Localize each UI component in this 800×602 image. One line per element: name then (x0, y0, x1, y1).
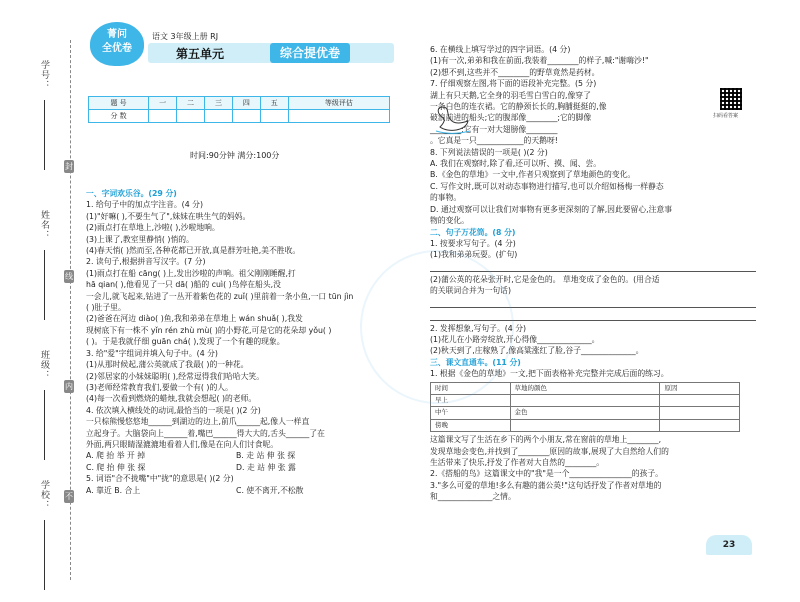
score-header-cell: 三 (205, 97, 233, 110)
binding-seal-mark: 不 (65, 492, 73, 501)
question-line: 1. 按要求写句子。(4 分) (430, 238, 516, 248)
table-cell: 傍晚 (431, 419, 511, 431)
question-line: 的关联词合并为一句话) (430, 286, 512, 296)
question-line: 1. 根据《金色的草地》一文,把下面表格补充完整并完成后面的练习。 (430, 369, 669, 379)
question-line: 生活带来了快乐,抒发了作者对大自然的________。 (430, 458, 605, 467)
question-line: 1. 给句子中的加点字注音。(4 分) (86, 200, 204, 210)
option-row (86, 485, 404, 496)
question-line: 破浪前进的船头;它的腹部像________;它的脚像 (430, 113, 592, 123)
score-header-cell: 题 号 (89, 97, 149, 110)
option-text: C. 爬 抬 伸 张 探 (86, 462, 146, 472)
score-header-cell: 四 (232, 97, 260, 110)
question-line: D. 通过观察可以让我们对事物有更多更深刻的了解,因此要留心,注意事 (430, 204, 673, 214)
question-line: 2. 发挥想象,写句子。(4 分) (430, 323, 527, 333)
binding-write-line[interactable] (44, 390, 46, 460)
score-cell[interactable] (177, 110, 205, 123)
section-heading: 一、字词欢乐谷。(29 分) (86, 189, 177, 198)
score-header-cell: 二 (177, 97, 205, 110)
question-line: 2. 读句子,根据拼音写汉字。(7 分) (86, 257, 206, 267)
table-cell[interactable] (510, 394, 660, 406)
table-row (431, 419, 740, 431)
section-heading: 二、句子万花筒。(8 分) (430, 227, 516, 237)
binding-seal-mark: 内 (65, 382, 73, 391)
option-row (86, 462, 404, 473)
question-line: B.《金色的草地》一文中,作者只观察到了草地颜色的变化。 (430, 170, 636, 180)
question-line: (2)蒲公英的花朵张开时,它是金色的。 草地变成了金色的。(用合适 (430, 274, 660, 284)
swan-illustration (432, 103, 472, 135)
binding-seal-mark: 线 (65, 272, 73, 281)
question-line: (1)雨点打在船 cāng( )上,发出沙啦的声响。祖父刚刚睡醒,打 (86, 268, 296, 278)
question-line: (1)我和弟弟玩耍。(扩句) (430, 250, 518, 260)
binding-write-line[interactable] (44, 100, 46, 170)
title-bar (148, 43, 394, 63)
question-line: 物的变化。 (430, 216, 469, 226)
left-column (86, 188, 404, 496)
score-cell[interactable] (149, 110, 177, 123)
option-text: B. 走 站 伸 张 探 (236, 451, 296, 461)
question-line: (4)春天悄( )然而至,各种花都已开放,真是群芳吐艳,美不胜收。 (86, 246, 301, 256)
question-line: 立起身子。大脑袋向上______着,嘴巴______得大大的,舌头______了在 (86, 428, 325, 438)
subject-label: 语文 3年级上册 RJ (152, 32, 219, 41)
table-cell[interactable] (660, 394, 740, 406)
table-header-cell: 时间 (431, 382, 511, 394)
question-line: 和______________之情。 (430, 492, 516, 502)
binding-seal-mark: 封 (65, 162, 73, 171)
question-line: 6. 在横线上填写学过的四字词语。(4 分) (430, 45, 571, 54)
binding-margin (8, 40, 73, 585)
question-line: (3)老师经常教育我们,要做一个有( )的人。 (86, 382, 233, 392)
qr-code (720, 88, 742, 110)
question-line: (4)每一次看到燃烧的蜡烛,我就会想起( )的老师。 (86, 394, 257, 404)
score-cell[interactable] (260, 110, 288, 123)
score-row (89, 110, 390, 123)
score-row (89, 97, 390, 110)
score-cell[interactable]: 分 数 (89, 110, 149, 123)
score-cell[interactable] (288, 110, 389, 123)
question-line: 一只棕熊慢悠悠地______到湖边的边上,前爪______起,像人一样直 (86, 417, 310, 427)
table-cell[interactable] (510, 419, 660, 431)
table-row (431, 407, 740, 419)
question-line: (1)花儿在小路旁绽放,开心得像______________。 (430, 334, 600, 344)
question-line: 4. 依次填入横线处的动词,最恰当的一项是( )(2 分) (86, 405, 261, 415)
score-header-cell: 五 (260, 97, 288, 110)
table-cell: 早上 (431, 394, 511, 406)
question-line: (1)从那时候起,蒲公英就成了我最( )的一种花。 (86, 360, 249, 370)
time-score-line: 时间:90分钟 满分:100分 (190, 151, 280, 160)
question-line: (3)上课了,教室里静悄( )悄的。 (86, 234, 194, 244)
question-line: 外面,两只眼睛湿漉漉地看着人们,像是在向人们讨食呢。 (86, 439, 279, 449)
question-line: 。它真是一只____________的天鹅呀! (430, 136, 558, 146)
table-cell[interactable] (660, 407, 740, 419)
binding-field-label: 学号： (39, 60, 49, 90)
score-header-cell: 等级评估 (288, 97, 389, 110)
table-cell: 金色 (510, 407, 660, 419)
question-line: (2)想不到,这些并不________的野草竟然是药材。 (430, 67, 600, 77)
score-header-cell: 一 (149, 97, 177, 110)
question-line: (2)雨点打在草地上,沙啦( ),沙啦地响。 (86, 223, 220, 233)
question-line: 这篇课文写了生活在乡下的两个小朋友,常在窗前的草地上________, (430, 435, 662, 445)
question-line: (2)秋天到了,庄稼熟了,像高粱涨红了脸,谷子______________。 (430, 346, 644, 356)
question-line: 现树底下有一株不 yǐn rén zhù mù( )的小野花,可是它的花朵却 yǒu( ) (86, 325, 332, 335)
question-line: 的事物。 (430, 193, 462, 203)
badge-line-2: 全优卷 (102, 43, 132, 54)
question-line: 一条白色的连衣裙。它的静颈长长的,胸脯挺挺的,像 (430, 102, 607, 112)
score-table (88, 96, 390, 123)
paper-title: 综合提优卷 (270, 43, 350, 63)
binding-field-label: 班级： (39, 350, 49, 380)
question-line: C. 写作文时,既可以对动态事物进行描写,也可以介绍如杨梅一样静态 (430, 181, 664, 191)
option-text: A. 爬 抬 举 开 掉 (86, 451, 146, 461)
binding-write-line[interactable] (44, 250, 46, 320)
binding-field-label: 学校： (39, 480, 49, 510)
question-line: 2.《搭船的鸟》这篇课文中的"我"是一个________________的孩子。 (430, 469, 663, 479)
table-row (431, 394, 740, 406)
binding-write-line[interactable] (44, 520, 46, 590)
score-cell[interactable] (232, 110, 260, 123)
table-header-cell: 原因 (660, 382, 740, 394)
option-text: C. 使不离开,不松散 (236, 485, 304, 495)
badge-line-1: 菁问 (107, 29, 127, 40)
question-line: (1)"好嘛( ),不要生气了",妹妹在哄生气的妈妈。 (86, 211, 251, 221)
question-line: ( )。于是我就仔细 guān chá( ),发现了一个有趣的现象。 (86, 337, 285, 347)
question-line: hā qian( ),他看见了一只 dā( )船的 cuì( )鸟停在船头,没 (86, 280, 281, 290)
question-line: 8. 下列说法错误的一项是( )(2 分) (430, 147, 548, 157)
question-line: 7. 仔细观察左图,将下面的语段补充完整。(5 分) (430, 79, 597, 89)
question-line: ( )肚子里。 (86, 303, 126, 313)
section-heading: 三、课文直通车。(11 分) (430, 357, 521, 367)
table-cell[interactable] (660, 419, 740, 431)
question-line: (2)爸爸在河边 diào( )鱼,我和弟弟在草地上 wán shuǎ( ),我发 (86, 314, 303, 324)
question-line: 3."多么可爱的草地!多么有趣的蒲公英!"这句话抒发了作者对草地的 (430, 480, 662, 490)
table-header-cell: 草地的颜色 (510, 382, 660, 394)
question-line: 湖上有只天鹅,它全身的羽毛雪白雪白的,像穿了 (430, 90, 591, 100)
option-row (86, 450, 404, 461)
question-line: A. 我们在观察时,除了看,还可以听、摸、闻、尝。 (430, 159, 602, 169)
question-line: 3. 给"爱"字组词并填入句子中。(4 分) (86, 348, 218, 358)
question-line: (1)有一次,弟弟和我在前面,我装着________的样子,喊:"谢嗨沙!" (430, 56, 649, 66)
option-text: A. 靠近 B. 合上 (86, 485, 141, 495)
question-line: 5. 词语"合不拢嘴"中"拢"的意思是( )(2 分) (86, 474, 234, 484)
unit-label: 第五单元 (176, 47, 225, 61)
question-line: (2)邻居家的小妹妹聪明( ),经常逗得我们哈哈大笑。 (86, 371, 265, 381)
question-line: 发现草地会变色,并找到了________原因的故事,展现了大自然给人们的 (430, 446, 669, 456)
score-cell[interactable] (205, 110, 233, 123)
brand-badge (90, 22, 144, 66)
table-cell: 中午 (431, 407, 511, 419)
binding-field-label: 姓名： (39, 210, 49, 240)
qr-caption: 扫码看答案 (713, 113, 739, 119)
question-line: 一会儿,就飞起来,钻进了一丛开着紫色花的 zuǐ( )里前着一条小鱼,一口 tūn jìn (86, 291, 354, 301)
option-text: D. 走 站 伸 张 露 (236, 462, 296, 472)
question-line: ________;它有一对大翅膀像________ (430, 124, 558, 134)
page-number: 23 (706, 535, 752, 555)
